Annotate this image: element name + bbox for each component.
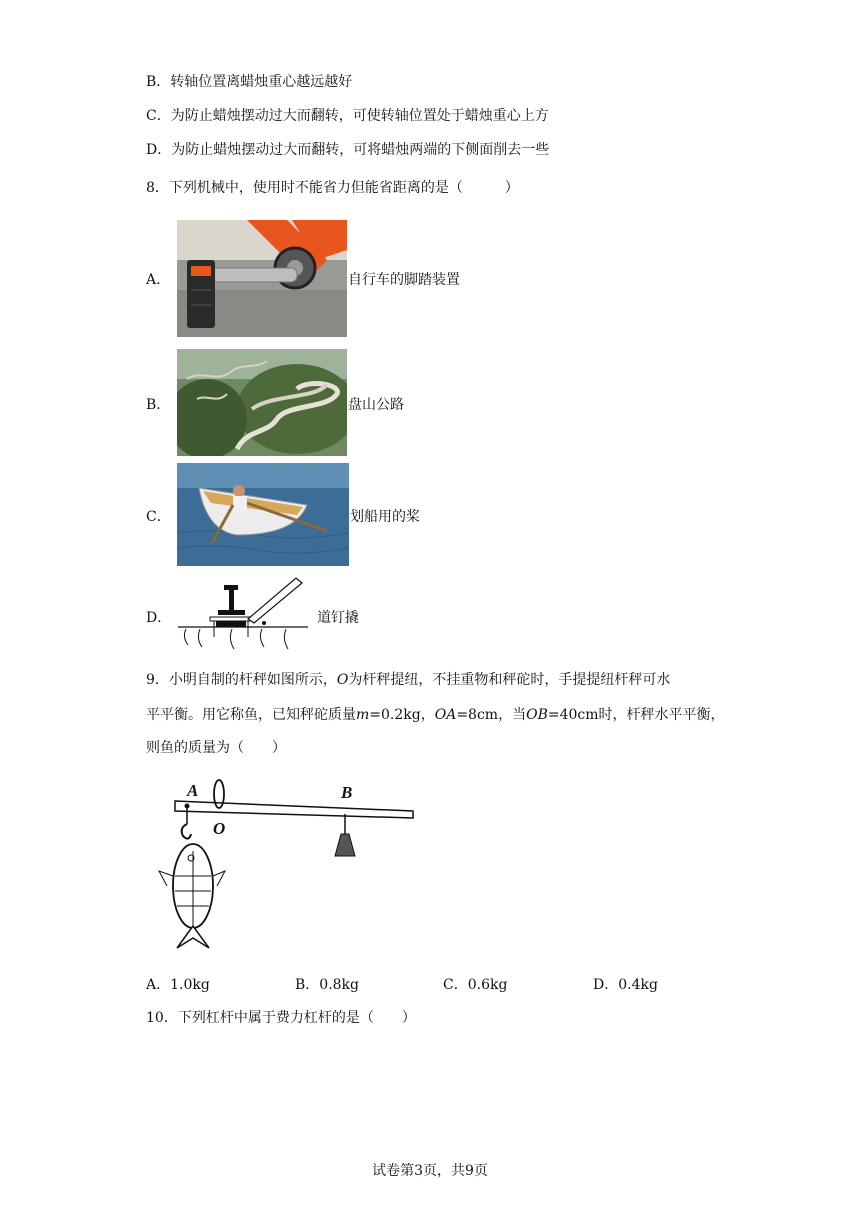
steelyard-fish-diagram	[145, 776, 420, 951]
q8-stem: 8．下列机械中，使用时不能省力但能省距离的是（ ）	[146, 180, 519, 196]
q9-stem-line1	[146, 670, 670, 690]
label-b: B	[341, 783, 353, 802]
q8-option-c-letter: C．	[146, 509, 171, 525]
rowing-boat-photo	[177, 463, 349, 566]
q10-stem: 10．下列杠杆中属于费力杠杆的是（ ）	[146, 1010, 416, 1026]
q8-option-a-letter: A．	[146, 272, 171, 288]
q7-option-c: C．为防止蜡烛摆动过大而翻转，可使转轴位置处于蜡烛重心上方	[146, 108, 549, 124]
q8-option-b-letter: B．	[146, 397, 171, 413]
var-oa: OA	[434, 707, 457, 723]
q9-stem-text: 平平衡。用它称鱼，已知秤砣质量	[146, 707, 356, 723]
q9-answer-a: A．1.0kg	[146, 977, 210, 993]
q9-answer-c: C．0.6kg	[443, 977, 508, 993]
var-ob: OB	[526, 707, 548, 723]
label-a: A	[187, 781, 199, 800]
page-footer: 试卷第3页，共9页	[372, 1163, 488, 1179]
var-o: O	[336, 672, 349, 688]
q7-option-b: B．转轴位置离蜡烛重心越远越好	[146, 74, 353, 90]
q8-option-d-caption: 道钉撬	[317, 610, 359, 626]
q9-answer-d: D．0.4kg	[593, 977, 658, 993]
rail-spike-crowbar-diagram	[178, 577, 308, 652]
bicycle-pedal-photo	[177, 220, 347, 337]
q9-answer-b: B．0.8kg	[295, 977, 359, 993]
q9-stem-text: =0.2kg，	[369, 707, 435, 723]
mountain-road-photo	[177, 349, 347, 456]
q8-option-b-caption: 盘山公路	[348, 397, 404, 413]
q9-stem-text: =8cm，当	[456, 707, 527, 723]
q7-option-d: D．为防止蜡烛摆动过大而翻转，可将蜡烛两端的下侧面削去一些	[146, 142, 550, 158]
q9-stem-text: =40cm时，杆秤水平平衡，	[547, 707, 725, 723]
q8-option-c-caption: 划船用的桨	[350, 509, 420, 525]
label-o: O	[213, 819, 226, 838]
q8-option-a-caption: 自行车的脚踏装置	[348, 272, 460, 288]
var-m: m	[356, 707, 370, 723]
q8-option-d-letter: D．	[146, 610, 172, 626]
q9-stem-line3: 则鱼的质量为（ ）	[146, 740, 286, 756]
q9-stem-text: 9．小明自制的杆秤如图所示，	[146, 672, 337, 688]
q9-stem-line2	[146, 705, 725, 725]
q9-stem-text: 为杆秤提纽，不挂重物和秤砣时，手提提纽杆秤可水	[348, 672, 671, 688]
